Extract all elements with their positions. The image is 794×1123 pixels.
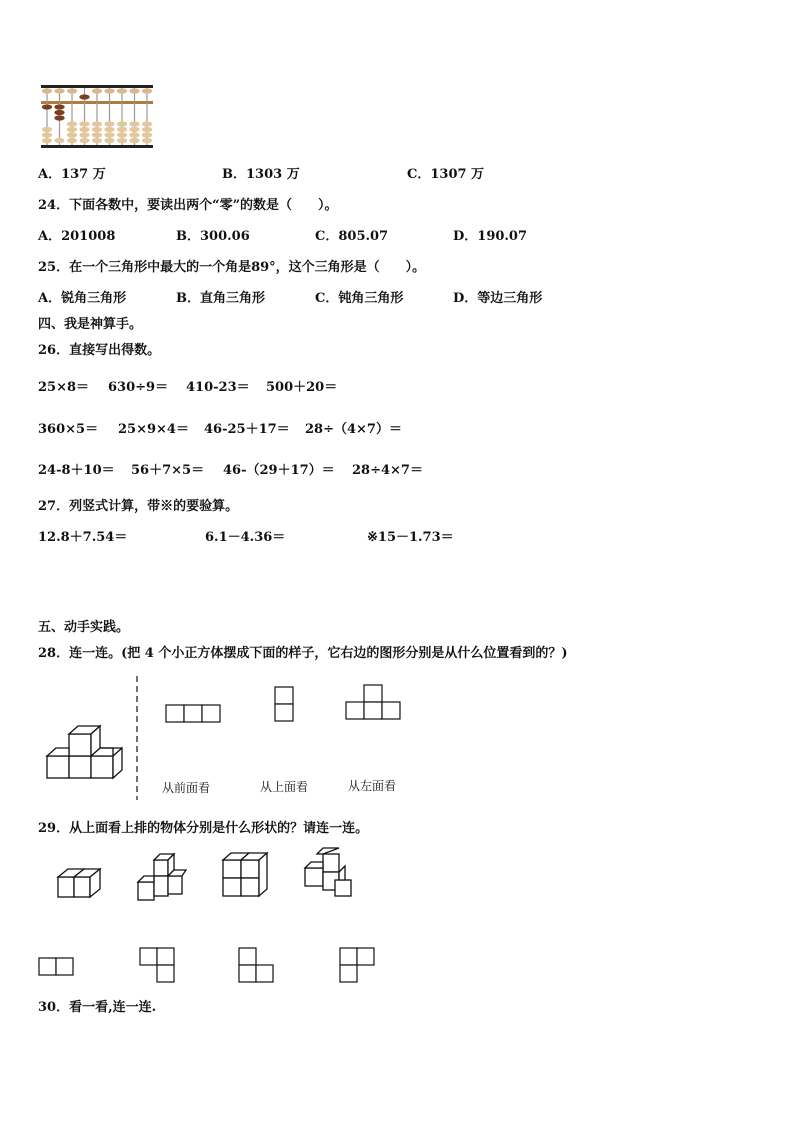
q26-item: 25×9×4＝ <box>118 422 189 437</box>
q25-option-a[interactable]: A．锐角三角形 <box>38 291 127 306</box>
q24-option-b[interactable]: B．300.06 <box>176 229 250 244</box>
q28-label-left[interactable]: 从左面看 <box>348 779 397 793</box>
q26-item: 24-8＋10＝ <box>38 463 115 478</box>
q29-object-1[interactable] <box>56 861 106 901</box>
q25-option-b[interactable]: B．直角三角形 <box>176 291 265 306</box>
dashed-divider <box>135 676 139 800</box>
q29-object-3[interactable] <box>222 852 270 898</box>
q29-view-3[interactable] <box>238 947 278 985</box>
q29-view-1[interactable] <box>38 957 78 977</box>
q29-view-2[interactable] <box>139 947 179 985</box>
section4-title: 四、我是神算手。 <box>38 317 143 332</box>
q30-stem: 30．看一看,连一连. <box>38 1000 157 1015</box>
q29-stem: 29．从上面看上排的物体分别是什么形状的？请连一连。 <box>38 821 369 836</box>
q24-option-a[interactable]: A．201008 <box>38 229 116 244</box>
q25-stem: 25．在一个三角形中最大的一个角是89°，这个三角形是（ ）。 <box>38 260 426 275</box>
q29-view-4[interactable] <box>339 947 379 985</box>
q26-item: 28÷4×7＝ <box>352 463 423 478</box>
q23-option-a[interactable]: A．137 万 <box>38 167 106 182</box>
q28-cube-stack-figure <box>46 718 136 782</box>
q27-item: 6.1－4.36＝ <box>205 530 286 545</box>
q25-option-d[interactable]: D．等边三角形 <box>453 291 543 306</box>
q26-stem: 26．直接写出得数。 <box>38 343 161 358</box>
q23-option-b[interactable]: B．1303 万 <box>222 167 300 182</box>
q26-item: 360×5＝ <box>38 422 99 437</box>
q24-option-d[interactable]: D．190.07 <box>453 229 528 244</box>
q24-option-c[interactable]: C．805.07 <box>315 229 389 244</box>
q28-view-three-in-row[interactable] <box>165 704 223 724</box>
q29-object-2[interactable] <box>136 852 188 904</box>
q29-object-4[interactable] <box>301 846 355 898</box>
q26-item: 56＋7×5＝ <box>131 463 205 478</box>
q28-view-vertical-two[interactable] <box>274 686 296 726</box>
q27-item: 12.8＋7.54＝ <box>38 530 128 545</box>
q28-view-t-shape[interactable] <box>345 684 405 724</box>
q28-label-front[interactable]: 从前面看 <box>162 781 211 795</box>
q26-item: 28÷（4×7）＝ <box>305 422 402 437</box>
q26-item: 500＋20＝ <box>266 380 338 395</box>
q23-option-c[interactable]: C．1307 万 <box>407 167 485 182</box>
q26-item: 630÷9＝ <box>108 380 169 395</box>
q28-label-top[interactable]: 从上面看 <box>260 780 309 794</box>
q27-stem: 27．列竖式计算，带※的要验算。 <box>38 499 239 514</box>
q25-option-c[interactable]: C．钝角三角形 <box>315 291 404 306</box>
q27-item: ※15－1.73＝ <box>367 530 454 545</box>
q26-item: 46-（29＋17）＝ <box>223 463 335 478</box>
q24-stem: 24．下面各数中，要读出两个“零”的数是（ ）。 <box>38 198 338 213</box>
q28-stem: 28．连一连。(把 4 个小正方体摆成下面的样子，它右边的图形分别是从什么位置看到的？) <box>38 646 568 661</box>
q26-item: 25×8＝ <box>38 380 90 395</box>
section5-title: 五、动手实践。 <box>38 620 130 635</box>
q26-item: 410-23＝ <box>186 380 250 395</box>
abacus-image <box>41 85 157 149</box>
q26-item: 46-25＋17＝ <box>204 422 290 437</box>
